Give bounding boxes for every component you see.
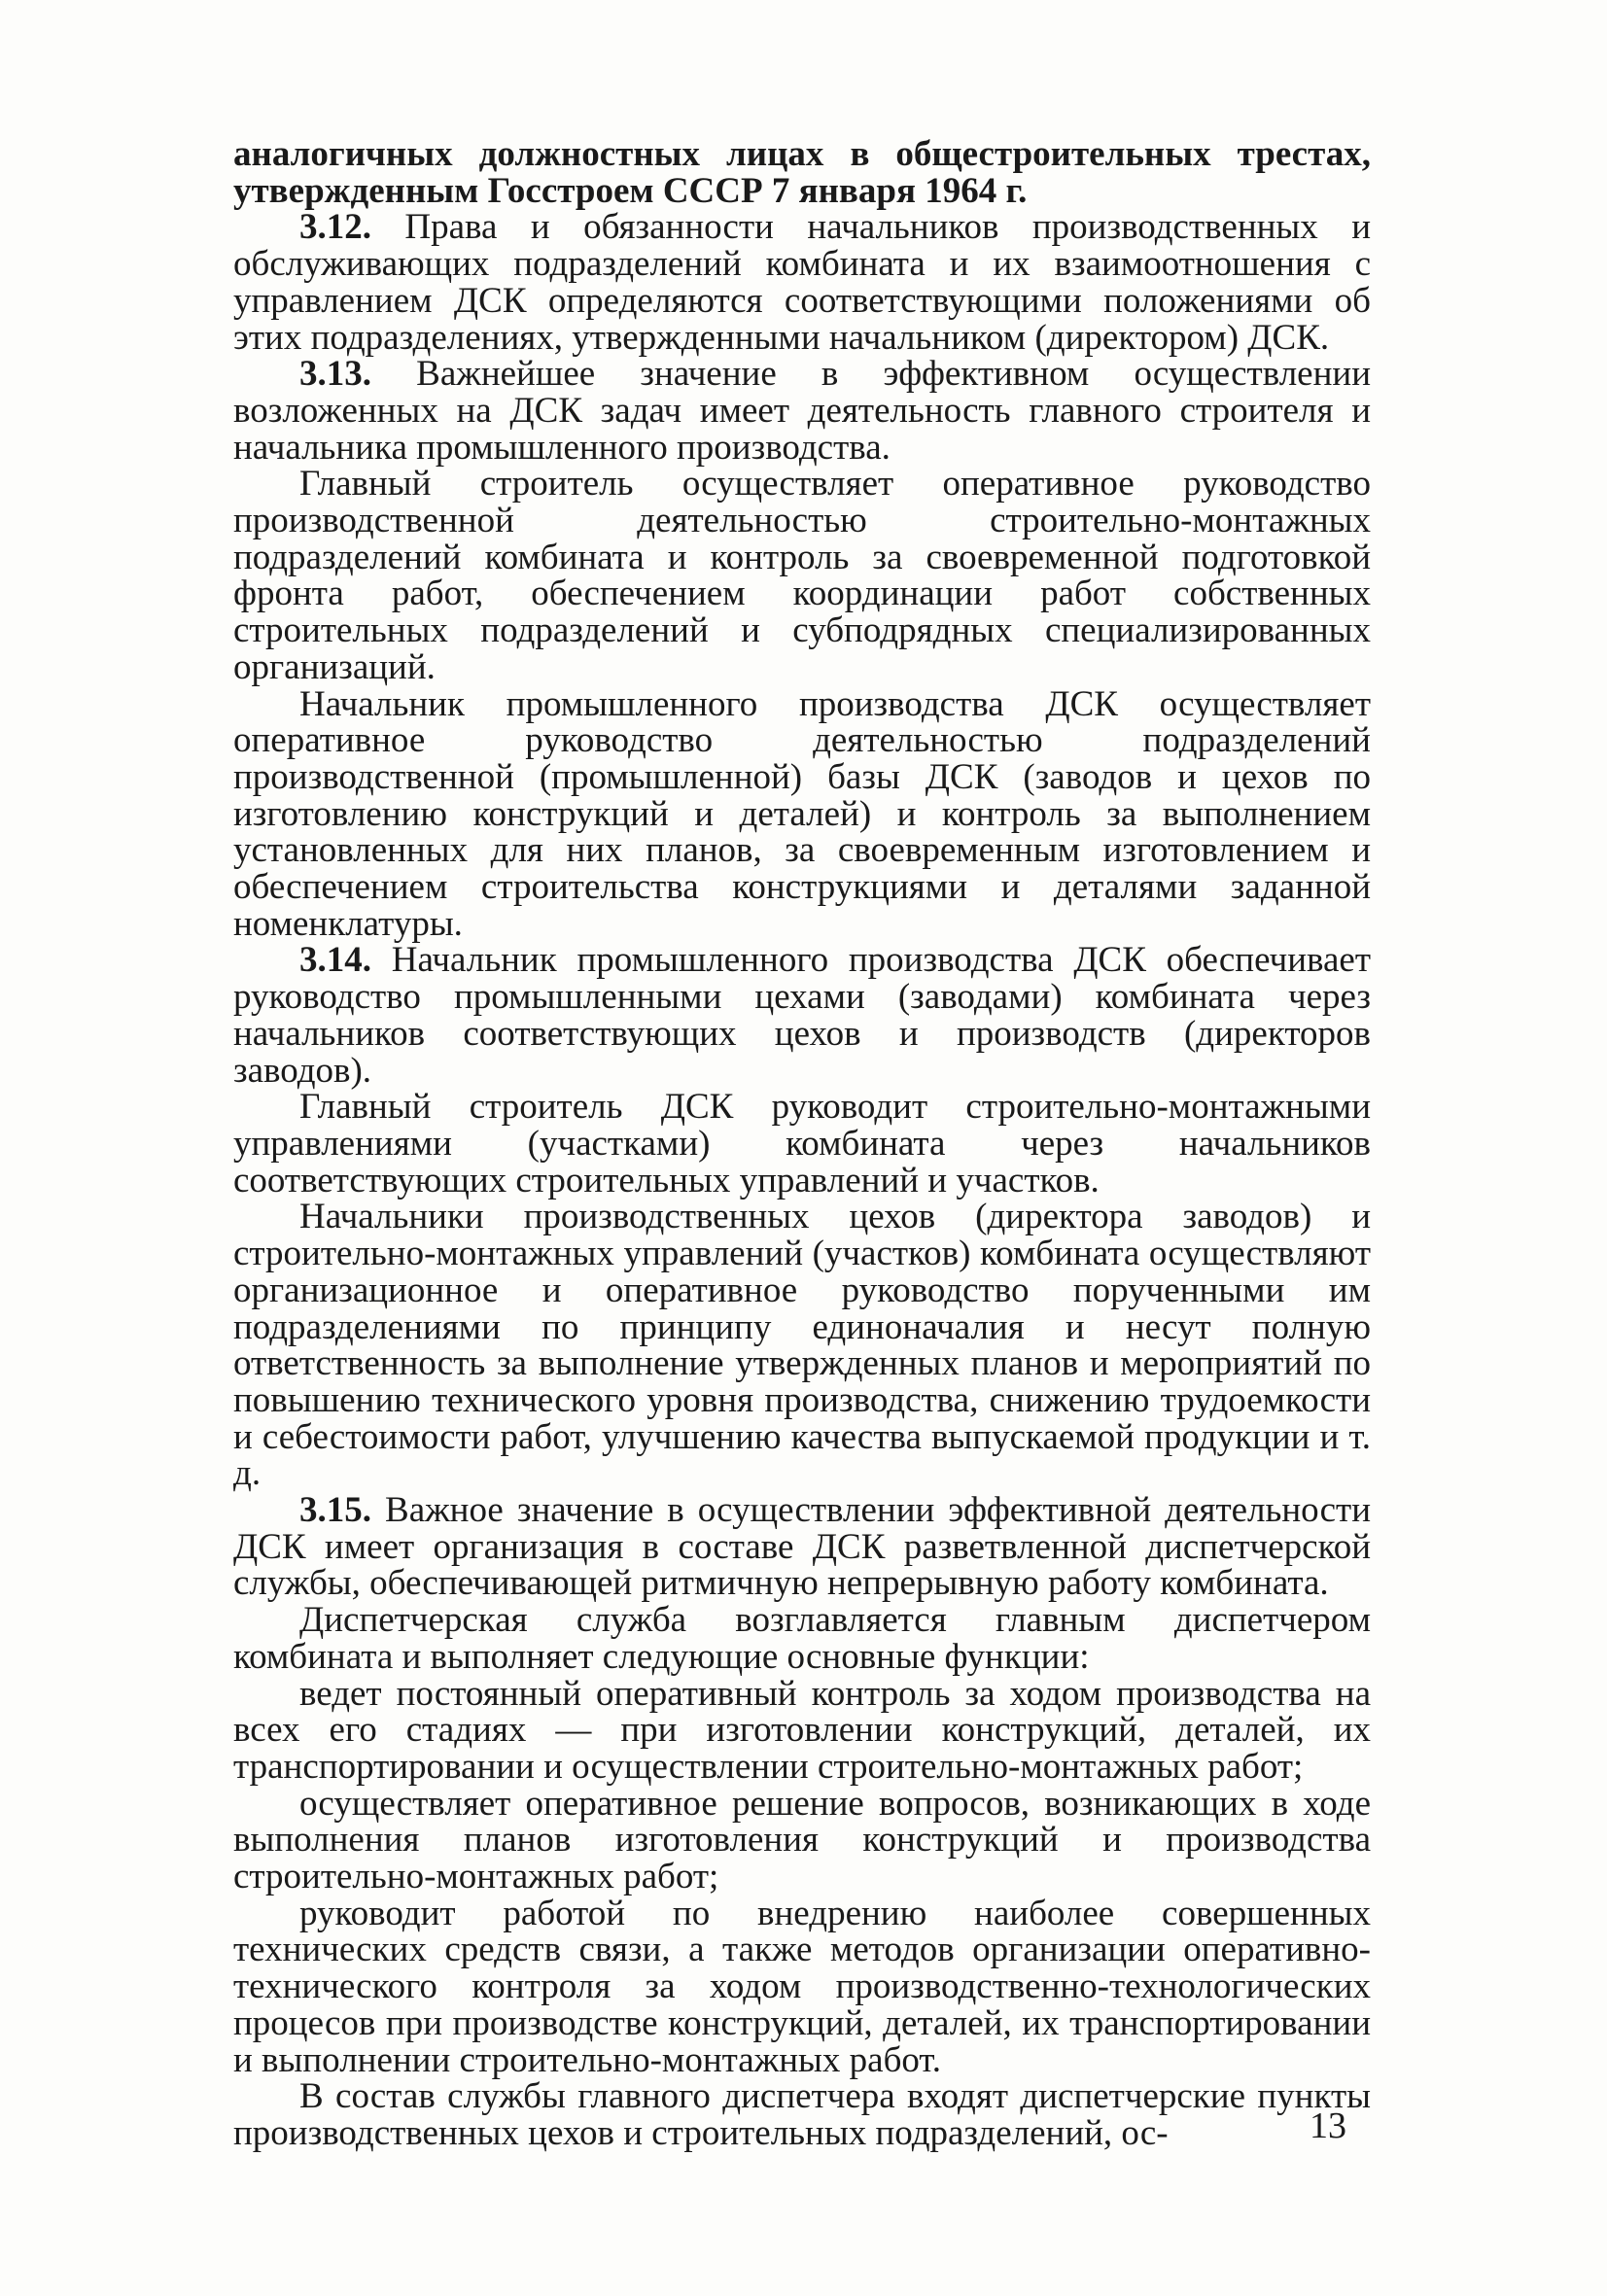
paragraph-intro: аналогичных должностных лицах в общестроительных трестах, утвержденным Госстроем СССР 7 января 1964 г. [233,134,1371,211]
section-number: 3.14. [299,940,371,981]
paragraph-industrial-head: Начальник промышленного производства ДСК осуществляет оперативное руководство деятельностью подразделений производственной (промышленной) базы ДСК (заводов и цехов по изготовлению конструкций и деталей) и контроль за выполнением установленных для них планов, за своевременным изготовлением и обеспечением строительства конструкциями и деталями заданной номенклатуры. [233,683,1371,944]
section-number: 3.15. [299,1490,371,1531]
paragraph-3-13: 3.13. Важнейшее значение в эффективном осуществлении возложенных на ДСК задач имеет деятельность главного строителя и начальника промышленного производства. [233,354,1371,468]
paragraph-function-3: руководит работой по внедрению наиболее совершенных технических средств связи, а также методов организации оперативно-технического контроля за ходом производственно-технологических процесов при производстве конструкций, деталей, их транспортировании и выполнении строительно-монтажных работ. [233,1893,1371,2080]
paragraph-3-12: 3.12. Права и обязанности начальников производственных и обслуживающих подразделений комбината и их взаимоотношения с управлением ДСК определяются соответствующими положениями об этих подразделениях, утвержденными начальником (директором) ДСК. [233,207,1371,358]
paragraph-composition: В состав службы главного диспетчера входят диспетчерские пункты производственных цехов и строительных подразделений, ос- [233,2076,1371,2153]
paragraph-unit-heads: Начальники производственных цехов (директора заводов) и строительно-монтажных управлений (участков) комбината осуществляют организационное и оперативное руководство порученными им подразделениями по принципу единоначалия и несут полную ответственность за выполнение утвержденных планов и мероприятий по повышению технического уровня производства, снижению трудоемкости и себестоимости работ, улучшению качества выпускаемой продукции и т. д. [233,1197,1371,1494]
paragraph-function-2: осуществляет оперативное решение вопросов, возникающих в ходе выполнения планов изготовления конструкций и производства строительно-монтажных работ; [233,1783,1371,1897]
document-page [233,136,1371,2152]
section-number: 3.13. [299,354,371,395]
section-number: 3.12. [299,207,371,248]
paragraph-chief-builder: Главный строитель осуществляет оперативное руководство производственной деятельностью строительно-монтажных подразделений комбината и контроль за своевременной подготовкой фронта работ, обеспечением координации работ собственных строительных подразделений и субподрядных специализированных организаций. [233,464,1371,687]
paragraph-3-15: 3.15. Важное значение в осуществлении эффективной деятельности ДСК имеет организация в составе ДСК разветвленной диспетчерской службы, обеспечивающей ритмичную непрерывную работу комбината. [233,1490,1371,1604]
paragraph-3-14: 3.14. Начальник промышленного производства ДСК обеспечивает руководство промышленными цехами (заводами) комбината через начальников соответствующих цехов и производств (директоров заводов). [233,940,1371,1091]
paragraph-function-1: ведет постоянный оперативный контроль за ходом производства на всех его стадиях — при изготовлении конструкций, деталей, их транспортировании и осуществлении строительно-монтажных работ; [233,1673,1371,1787]
page-number: 13 [1310,2105,1346,2146]
paragraph-dispatch-service: Диспетчерская служба возглавляется главным диспетчером комбината и выполняет следующие основные функции: [233,1600,1371,1677]
paragraph-chief-builder-2: Главный строитель ДСК руководит строительно-монтажными управлениями (участками) комбината через начальников соответствующих строительных управлений и участков. [233,1087,1371,1200]
